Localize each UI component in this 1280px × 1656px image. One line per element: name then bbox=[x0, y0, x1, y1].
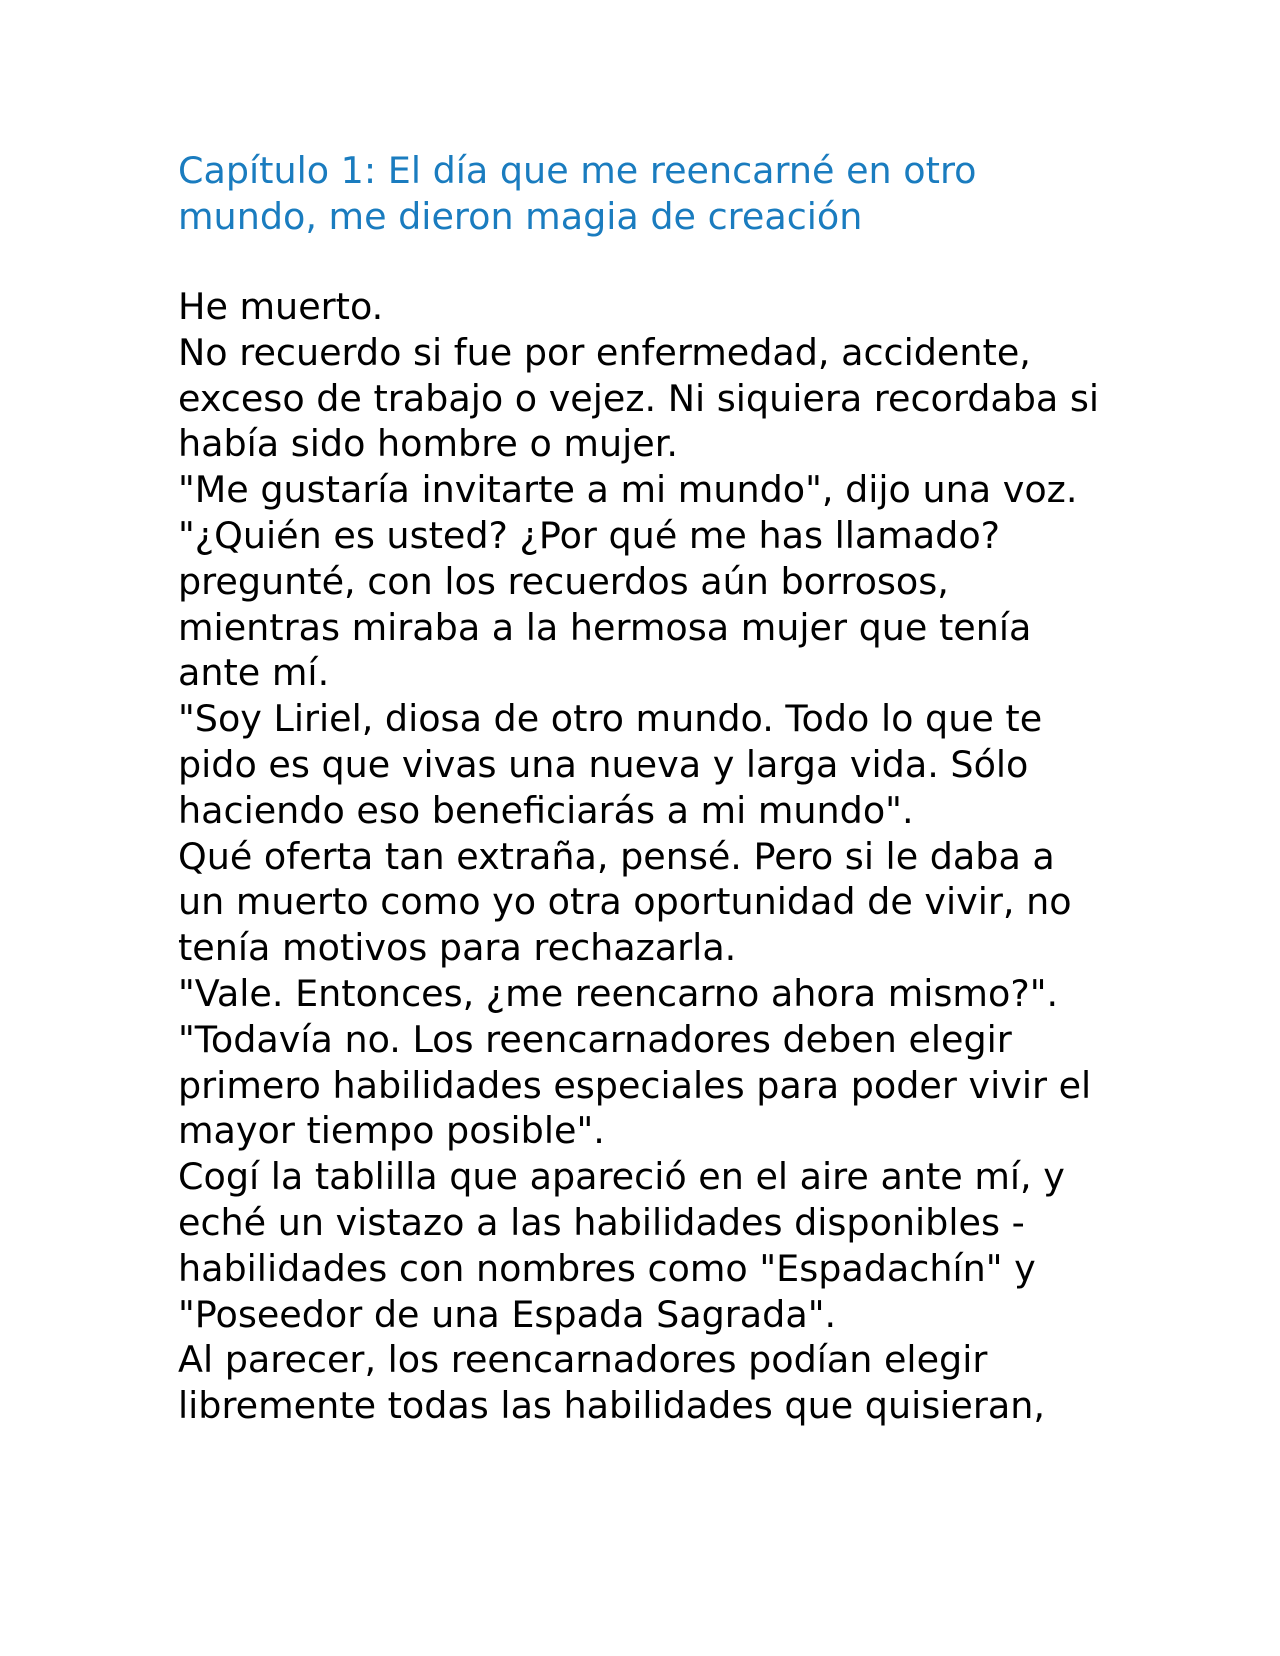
chapter-title-line-1: Capítulo 1: El día que me reencarné en otro bbox=[178, 149, 977, 192]
paragraph: No recuerdo si fue por enfermedad, accidente, exceso de trabajo o vejez. Ni siquiera recordaba si había sido hombre o mujer. bbox=[178, 330, 1100, 466]
paragraph: "Me gustaría invitarte a mi mundo", dijo una voz. bbox=[178, 468, 1078, 512]
paragraph: "Todavía no. Los reencarnadores deben elegir primero habilidades especiales para poder vivir el mayor tiempo posible". bbox=[178, 1017, 1092, 1153]
paragraph: "Soy Liriel, diosa de otro mundo. Todo lo que te pido es que vivas una nueva y larga vida. Sólo haciendo eso beneficiarás a mi mundo". bbox=[178, 697, 1043, 832]
paragraph: Qué oferta tan extraña, pensé. Pero si le daba a un muerto como yo otra oportunidad de vivir, no tenía motivos para rechazarla. bbox=[178, 834, 1072, 970]
paragraph: Al parecer, los reencarnadores podían elegir libremente todas las habilidades que quisieran, bbox=[178, 1338, 1045, 1428]
document-content bbox=[178, 148, 1108, 1429]
chapter-title bbox=[178, 148, 1108, 240]
paragraph: Cogí la tablilla que apareció en el aire ante mí, y eché un vistazo a las habilidades disponibles - habilidades con nombres como "Espadachín" y "Poseedor de una Espada Sagrada". bbox=[178, 1155, 1065, 1336]
paragraph: "Vale. Entonces, ¿me reencarno ahora mismo?". bbox=[178, 971, 1059, 1015]
paragraph: He muerto. bbox=[178, 285, 384, 328]
paragraph: "¿Quién es usted? ¿Por qué me has llamado? pregunté, con los recuerdos aún borrosos, mientras miraba a la hermosa mujer que tenía ante mí. bbox=[178, 513, 1032, 695]
chapter-title-line-2: mundo, me dieron magia de creación bbox=[178, 195, 863, 238]
chapter-body bbox=[178, 284, 1108, 1429]
